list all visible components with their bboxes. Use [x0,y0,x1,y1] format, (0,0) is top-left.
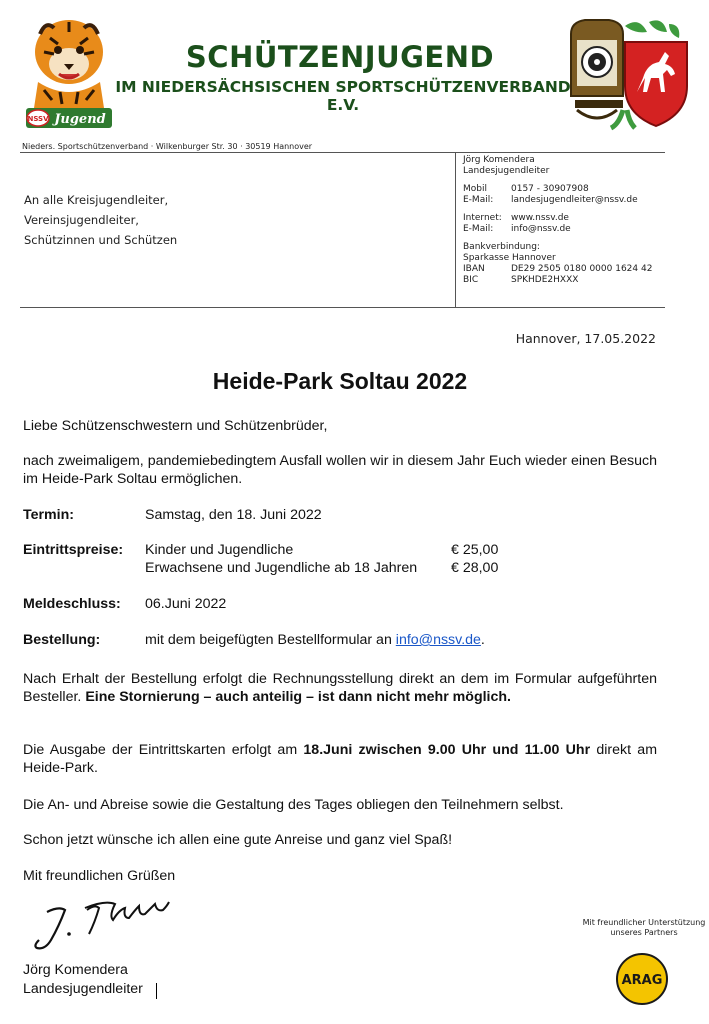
svg-text:Jugend: Jugend [54,112,106,127]
bestellung-label: Bestellung: [23,632,101,648]
partner-line2: unseres Partners [610,928,678,937]
letter-date: Hannover, 17.05.2022 [515,331,656,346]
recipients-block [24,190,177,250]
partner-note [574,918,709,938]
bank-heading: Bankverbindung: [463,242,540,252]
letter-heading: Heide-Park Soltau 2022 [212,368,468,394]
signer-role: Landesjugendleiter [23,981,143,997]
bestellung-end: . [480,632,485,648]
arag-logo-icon [615,952,669,1006]
bank-name: Sparkasse Hannover [463,253,556,263]
ausgabe-post: direkt am Heide-Park. [23,742,658,776]
rechnung-paragraph [23,670,657,706]
internet-label: Internet: [463,213,502,223]
bestellung-text: mit dem beigefügten Bestellformular an [145,632,392,648]
preise-price1: € 25,00 [451,542,499,558]
rechnung-text: Nach Erhalt der Bestellung erfolgt die Rechnungsstellung direkt an dem im Formular aufgeführten Besteller. [23,671,657,705]
svg-text:ARAG: ARAG [621,973,663,988]
recipient-line: Vereinsjugendleiter, [24,213,139,227]
header-divider-bottom [20,307,665,308]
sender-address-line: Nieders. Sportschützenverband · Wilkenburger Str. 30 · 30519 Hannover [22,142,313,151]
internet-value[interactable]: www.nssv.de [511,213,569,223]
sender-name: Jörg Komendera [463,155,535,165]
schuetzenjugend-tiger-logo [24,12,114,130]
meldeschluss-value: 06.Juni 2022 [145,596,227,612]
header-divider-top [20,152,665,153]
ausgabe-bold: 18.Juni zwischen 9.00 Uhr und 11.00 Uhr [303,742,591,758]
preise-row2: Erwachsene und Jugendliche ab 18 Jahren [145,560,418,576]
ausgabe-paragraph [23,741,657,777]
bestellung-email-link[interactable]: info@nssv.de [395,632,481,648]
recipient-line: Schützinnen und Schützen [24,233,178,247]
signer-name: Jörg Komendera [23,962,128,978]
niedersachsen-horse-crest-icon [565,14,693,132]
salutation: Liebe Schützenschwestern und Schützenbrüder, [23,418,328,434]
bestellung-value [145,632,485,648]
mobile-label: Mobil [463,184,487,194]
preise-row1: Kinder und Jugendliche [145,542,294,558]
closing: Mit freundlichen Grüßen [23,868,176,884]
sender-role: Landesjugendleiter [463,166,550,176]
email2-label: E-Mail: [463,224,494,234]
meldeschluss-label: Meldeschluss: [23,596,121,612]
text-cursor [156,983,157,999]
header-divider-vertical [455,152,456,307]
recipient-line: An alle Kreisjugendleiter, [24,193,169,207]
bic-label: BIC [463,275,479,285]
iban-label: IBAN [463,264,485,274]
header-subtitle: IM NIEDERSÄCHSISCHEN SPORTSCHÜTZENVERBAND E.V. [115,78,571,114]
email2-value[interactable]: info@nssv.de [511,224,571,234]
email-value[interactable]: landesjugendleiter@nssv.de [511,195,638,205]
preise-label: Eintrittspreise: [23,542,124,558]
handwritten-signature [25,890,185,954]
intro-paragraph: nach zweimaligem, pandemiebedingtem Ausfall wollen wir in diesem Jahr Euch wieder einen Besuch im Heide-Park Soltau ermöglichen. [23,453,657,487]
termin-label: Termin: [23,507,74,523]
svg-text:NSSV: NSSV [27,115,49,123]
termin-value: Samstag, den 18. Juni 2022 [145,507,322,523]
preise-price2: € 28,00 [451,560,499,576]
email-label: E-Mail: [463,195,494,205]
wunsch-paragraph: Schon jetzt wünsche ich allen eine gute Anreise und ganz viel Spaß! [23,832,453,848]
anreise-paragraph: Die An- und Abreise sowie die Gestaltung des Tages obliegen den Teilnehmern selbst. [23,797,564,813]
sender-contact-block [463,155,652,286]
bic-value: SPKHDE2HXXX [511,275,579,285]
mobile-value: 0157 - 30907908 [511,184,589,194]
iban-value: DE29 2505 0180 0000 1624 42 [511,264,653,274]
rechnung-bold: Eine Stornierung – auch anteilig – ist dann nicht mehr möglich. [85,689,511,705]
header-title: SCHÜTZENJUGEND [185,40,495,74]
ausgabe-pre: Die Ausgabe der Eintrittskarten erfolgt am [23,742,298,758]
partner-line1: Mit freundlicher Unterstützung [582,918,706,927]
